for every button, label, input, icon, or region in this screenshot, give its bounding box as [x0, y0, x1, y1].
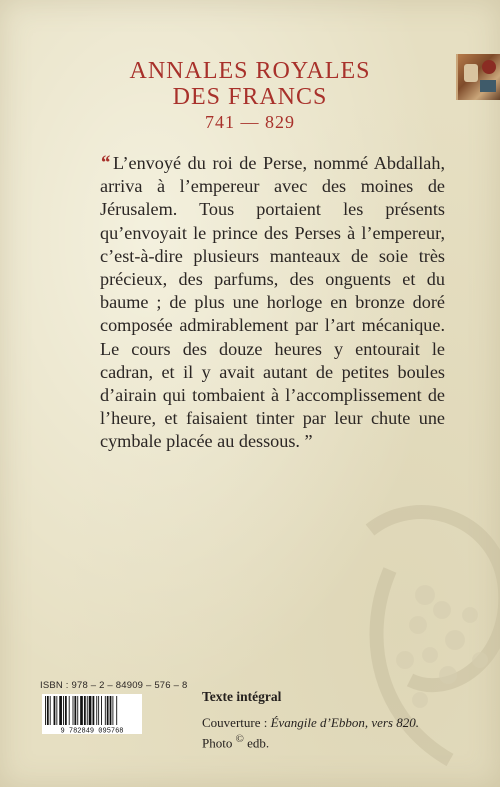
- quote-text: L’envoyé du roi de Perse, nommé Abdallah, arriva à l’empereur avec des moines de Jérusalem. Tous portaient les présents qu’envoyait le prince des Perses à l’empereur, c’est-à-dire plusieurs manteaux de soie très précieux, des parfums, des onguents et du baume ; de plus une horloge en bronze doré composée admirablement par l’art mécanique. Le cours des douze heures y entourait le cadran, et il y avait autant de petites boules d’airain qui tombaient à l’accomplissement de l’heure, et faisaient tinter par leur chute une cymbale placée au dessous.: [100, 153, 445, 452]
- cover-credit-line: [202, 714, 419, 731]
- title-line-1: ANNALES ROYALES: [129, 58, 371, 84]
- barcode-digits: 9 782849 095768: [60, 727, 124, 734]
- credits-block: [202, 688, 419, 751]
- open-quote-mark: “: [100, 152, 110, 174]
- couverture-label: Couverture :: [202, 715, 271, 730]
- photo-label: Photo: [202, 735, 233, 751]
- close-quote-mark: ”: [299, 431, 313, 452]
- barcode-graphic: [42, 694, 142, 734]
- couverture-title: Évangile d’Ebbon, vers 820.: [270, 715, 419, 730]
- photo-credit: edb.: [247, 735, 270, 751]
- isbn-label: ISBN : 978 – 2 – 84909 – 576 – 8: [40, 680, 188, 691]
- title-line-2: DES FRANCS: [172, 84, 328, 110]
- isbn-barcode: [42, 694, 142, 734]
- date-range: 741 — 829: [205, 112, 295, 132]
- texte-integral-label: Texte intégral: [202, 689, 282, 704]
- copyright-symbol: ©: [235, 733, 244, 745]
- photo-credit-line: [202, 731, 419, 751]
- quote-block: [100, 152, 445, 454]
